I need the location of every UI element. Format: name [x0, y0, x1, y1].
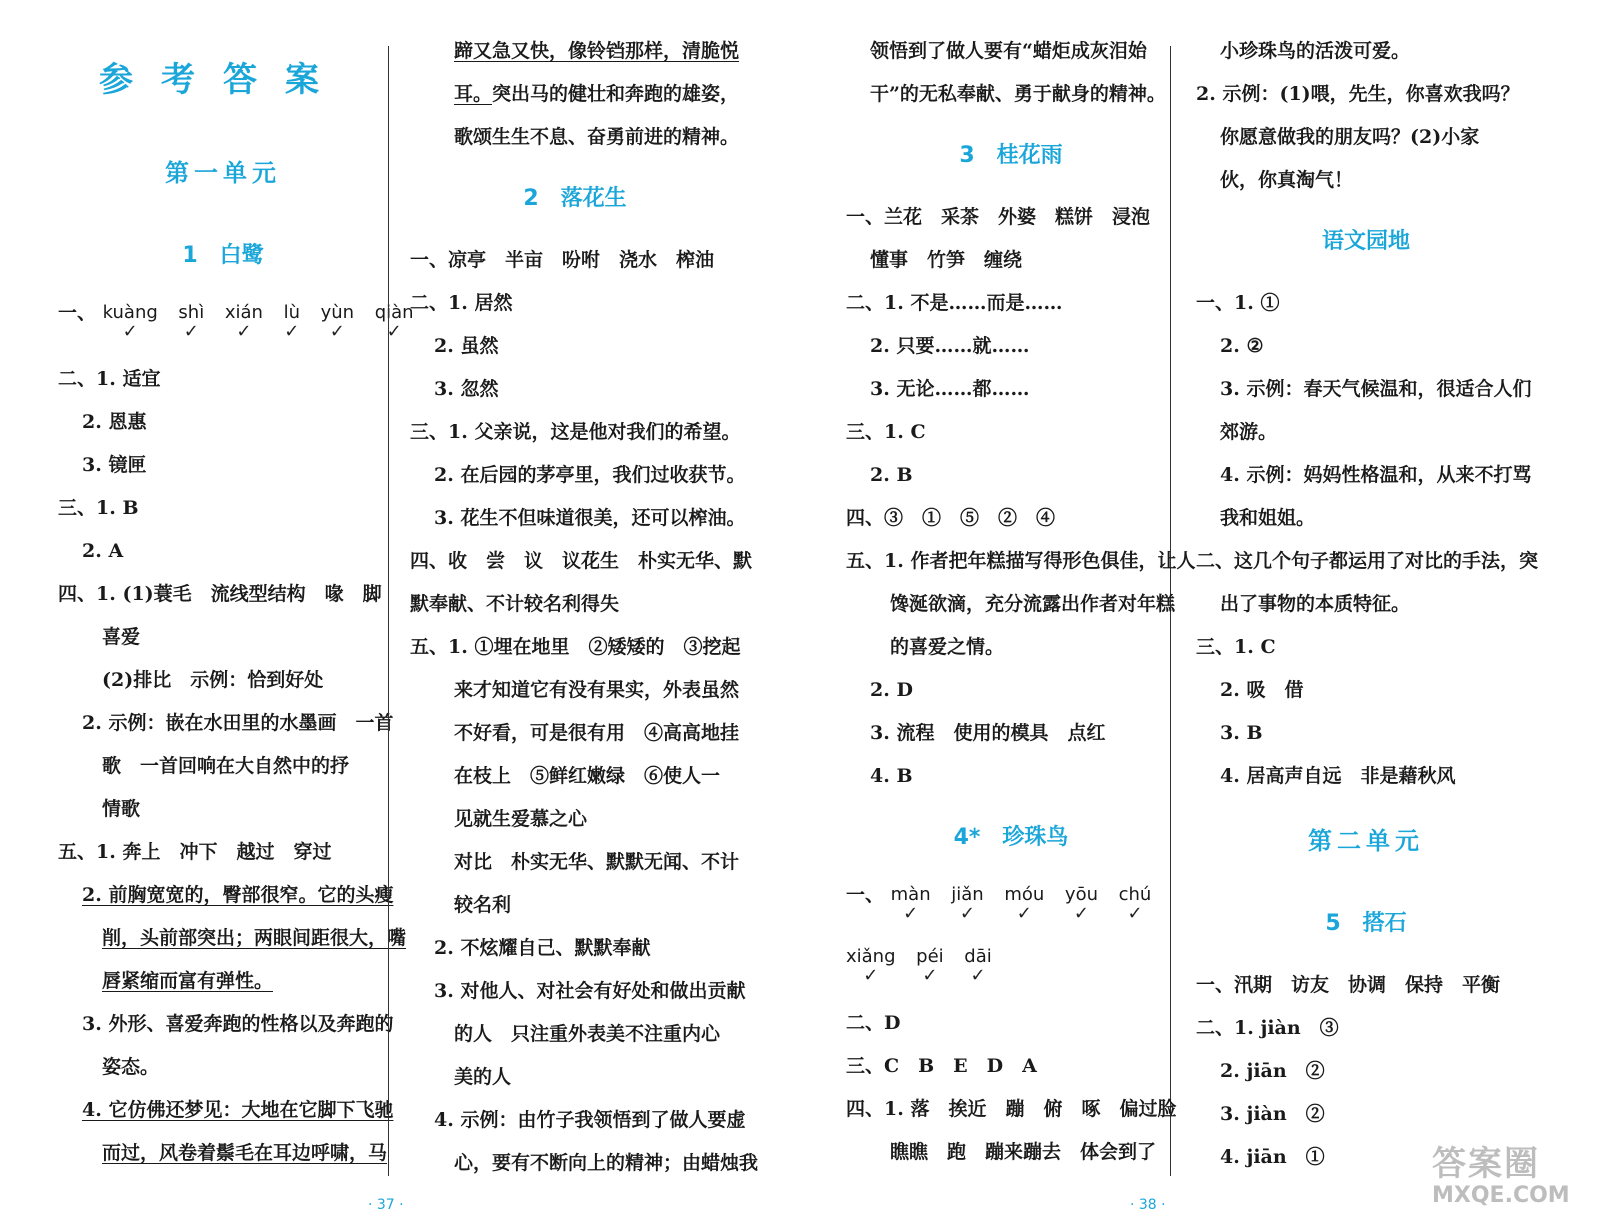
answer-line: 四、1. (1)蓑毛 流线型结构 喙 脚 [58, 583, 382, 605]
underlined-text: 耳。 [454, 83, 493, 105]
answer-line: 情歌 [102, 798, 141, 820]
answer-column-3 [846, 30, 1196, 1174]
check-mark-icon: ✓ [236, 321, 252, 342]
answer-line: 郊游。 [1220, 421, 1278, 443]
column-divider [388, 46, 389, 1176]
pinyin-item [225, 302, 263, 340]
answer-line: 3. 对他人、对社会有好处和做出贡献 [434, 980, 746, 1002]
answer-line: 较名利 [454, 894, 512, 916]
pinyin-item [964, 946, 991, 984]
answer-line: 三、1. 父亲说，这是他对我们的希望。 [410, 421, 741, 443]
pinyin-answer-row [58, 296, 414, 358]
check-mark-icon: ✓ [183, 321, 199, 342]
answer-line: 二、这几个句子都运用了对比的手法，突 [1196, 550, 1539, 572]
lesson-heading [1196, 884, 1536, 964]
answer-line: 默奉献、不计较名利得失 [410, 593, 620, 615]
answer-line: 4. jiān ① [1220, 1146, 1325, 1168]
pinyin-item [1065, 884, 1098, 922]
answer-line: 4. 示例：由竹子我领悟到了做人要虚 [434, 1109, 746, 1131]
pinyin-text: yōu [1064, 884, 1098, 905]
answer-line: 三、C B E D A [846, 1055, 1037, 1077]
pinyin-text: kuàng [102, 302, 158, 323]
pinyin-text: qiàn [374, 302, 414, 323]
answer-line: 二、1. jiàn ③ [1196, 1017, 1339, 1039]
answer-line: 懂事 竹笋 缠绕 [870, 249, 1023, 271]
answer-line: 五、1. ①埋在地里 ②矮矮的 ③挖起 [410, 636, 741, 658]
check-mark-icon: ✓ [122, 321, 138, 342]
section-heading: 语文园地 [1321, 229, 1410, 254]
lesson-number: 5 [1325, 911, 1341, 936]
pinyin-item [284, 302, 300, 340]
lesson-number: 1 [182, 243, 198, 268]
lesson-number: 4* [953, 825, 981, 850]
answer-line: 馋涎欲滴，充分流露出作者对年糕 [890, 593, 1176, 615]
page-number-left: · 37 · [368, 1197, 404, 1213]
lesson-heading [410, 159, 740, 239]
answer-line: 2. jiān ② [1220, 1060, 1325, 1082]
page-title: 参考答案 [99, 60, 347, 100]
check-mark-icon: ✓ [1127, 903, 1143, 924]
answer-line: 领悟到了做人要有“蜡炬成灰泪始 [870, 40, 1147, 62]
pinyin-text: xiǎng [846, 946, 896, 967]
answer-line: 2. 示例：(1)喂，先生，你喜欢我吗？ [1196, 83, 1520, 105]
answer-line: 五、1. 奔上 冲下 越过 穿过 [58, 841, 332, 863]
answer-line: 伙，你真淘气！ [1220, 169, 1354, 191]
unit-title: 第二单元 [1308, 827, 1424, 855]
answer-line: 三、1. C [846, 421, 926, 443]
pinyin-text: màn [890, 884, 931, 905]
answer-line: 一、凉亭 半亩 吩咐 浇水 榨油 [410, 249, 715, 271]
answer-line: 2. 恩惠 [82, 411, 147, 433]
answer-line: 3. 流程 使用的模具 点红 [870, 722, 1106, 744]
question-number: 一、 [58, 302, 97, 324]
answer-line: 四、1. 落 挨近 蹦 俯 啄 偏过脸 [846, 1098, 1177, 1120]
pinyin-answer-row [846, 940, 1176, 1002]
check-mark-icon: ✓ [1073, 903, 1089, 924]
check-mark-icon: ✓ [329, 321, 345, 342]
check-mark-icon: ✓ [386, 321, 402, 342]
answer-line: 2. 吸 借 [1220, 679, 1304, 701]
pinyin-text: dāi [964, 946, 992, 967]
pinyin-text: jiǎn [951, 884, 984, 905]
pinyin-text: chú [1118, 884, 1152, 905]
page-number-right: · 38 · [1130, 1197, 1166, 1213]
pinyin-text: xián [224, 302, 263, 323]
watermark-text: 答案圈 [1432, 1144, 1540, 1184]
answer-line: 出了事物的本质特征。 [1220, 593, 1411, 615]
pinyin-item [916, 946, 944, 984]
answer-line: 3. B [1220, 722, 1263, 744]
lesson-heading [58, 216, 388, 296]
check-mark-icon: ✓ [959, 903, 976, 924]
answer-line: 2. 虽然 [434, 335, 499, 357]
answer-line-underlined: 2. 前胸宽宽的，臀部很窄。它的头瘦 [82, 884, 394, 906]
answer-line: 一、1. ① [1196, 292, 1280, 314]
unit-title: 第一单元 [165, 159, 281, 187]
pinyin-item [178, 302, 204, 340]
lesson-heading [846, 798, 1176, 878]
answer-line: 歌 一首回响在大自然中的抒 [102, 755, 350, 777]
lesson-number: 3 [959, 143, 975, 168]
watermark-url: MXQE.COM [1432, 1183, 1570, 1208]
answer-line: 3. 外形、喜爱奔跑的性格以及奔跑的 [82, 1013, 394, 1035]
lesson-title: 落花生 [560, 186, 627, 211]
watermark-logo [1432, 1145, 1582, 1215]
answer-line: 3. 示例：春天气候温和，很适合人们 [1220, 378, 1532, 400]
answer-line: 3. 花生不但味道很美，还可以榨油。 [434, 507, 746, 529]
answer-line: 不好看，可是很有用 ④高高地挂 [454, 722, 740, 744]
answer-line: 美的人 [454, 1066, 512, 1088]
answer-line: 2. B [870, 464, 913, 486]
answer-line: 在枝上 ⑤鲜红嫩绿 ⑥使人一 [454, 765, 721, 787]
pinyin-text: péi [916, 946, 944, 967]
answer-line-underlined: 而过，风卷着鬃毛在耳边呼啸，马 [102, 1142, 388, 1164]
answer-line: 的人 只注重外表美不注重内心 [454, 1023, 721, 1045]
pinyin-text: yùn [320, 302, 355, 323]
answer-line: 心，要有不断向上的精神；由蜡烛我 [454, 1152, 759, 1174]
answer-line: 2. A [82, 540, 124, 562]
answer-line [410, 73, 740, 116]
answer-line-underlined: 削，头前部突出；两眼间距很大，嘴 [102, 927, 407, 949]
answer-line: 干”的无私奉献、勇于献身的精神。 [870, 83, 1166, 105]
answer-line: 我和姐姐。 [1220, 507, 1316, 529]
answer-line: 4. 居高声自远 非是藉秋风 [1220, 765, 1456, 787]
answer-column-2 [410, 30, 759, 1185]
answer-line: 二、1. 不是……而是…… [846, 292, 1063, 314]
answer-line: 二、1. 适宜 [58, 368, 161, 390]
answer-line: 小珍珠鸟的活泼可爱。 [1220, 40, 1411, 62]
lesson-number: 2 [523, 186, 539, 211]
answer-line: 3. 忽然 [434, 378, 499, 400]
answer-line: 2. 不炫耀自己、默默奉献 [434, 937, 651, 959]
check-mark-icon: ✓ [863, 965, 879, 986]
answer-line: 你愿意做我的朋友吗？(2)小家 [1220, 126, 1480, 148]
pinyin-text: shì [178, 302, 205, 323]
question-number: 一、 [846, 884, 885, 906]
answer-line-underlined: 唇紧缩而富有弹性。 [102, 970, 274, 992]
answer-line: 姿态。 [102, 1056, 160, 1078]
answer-line: 二、D [846, 1012, 901, 1034]
pinyin-item [951, 884, 983, 922]
answer-column-4 [1196, 30, 1539, 1179]
answer-line: 一、汛期 访友 协调 保持 平衡 [1196, 974, 1501, 996]
answer-line: 歌颂生生不息、奋勇前进的精神。 [454, 126, 740, 148]
lesson-title: 桂花雨 [996, 143, 1063, 168]
check-mark-icon: ✓ [1016, 903, 1032, 924]
answer-line: 三、1. B [58, 497, 139, 519]
answer-line: 一、兰花 采茶 外婆 糕饼 浸泡 [846, 206, 1151, 228]
answer-line: 三、1. C [1196, 636, 1276, 658]
pinyin-item [321, 302, 354, 340]
pinyin-item [846, 946, 896, 984]
answer-line: 喜爱 [102, 626, 141, 648]
lesson-title: 珍珠鸟 [1002, 825, 1069, 850]
answer-line: 瞧瞧 跑 蹦来蹦去 体会到了 [890, 1141, 1157, 1163]
answer-line: 见就生爱慕之心 [454, 808, 588, 830]
answer-line: 3. jiàn ② [1220, 1103, 1325, 1125]
pinyin-item [1004, 884, 1044, 922]
pinyin-item [103, 302, 158, 340]
answer-line: 五、1. 作者把年糕描写得形色俱佳，让人 [846, 550, 1196, 572]
lesson-title: 白鹭 [219, 243, 264, 268]
answer-line: 的喜爱之情。 [890, 636, 1005, 658]
answer-line: 四、③ ① ⑤ ② ④ [846, 507, 1056, 529]
pinyin-item [1119, 884, 1152, 922]
check-mark-icon: ✓ [284, 321, 300, 342]
answer-text: 突出马的健壮和奔跑的雄姿， [492, 83, 740, 105]
answer-line: 2. D [870, 679, 913, 701]
lesson-heading [846, 116, 1176, 196]
answer-line: 四、收 尝 议 议花生 朴实无华、默 [410, 550, 753, 572]
answer-line: 来才知道它有没有果实，外表虽然 [454, 679, 740, 701]
answer-line: 4. B [870, 765, 913, 787]
answer-line-underlined: 4. 它仿佛还梦见：大地在它脚下飞驰 [82, 1099, 394, 1121]
lesson-title: 搭石 [1362, 911, 1407, 936]
answer-line: 3. 镜匣 [82, 454, 147, 476]
pinyin-answer-row [846, 878, 1176, 940]
answer-line: 2. 只要……就…… [870, 335, 1030, 357]
check-mark-icon: ✓ [903, 903, 919, 924]
pinyin-text: móu [1004, 884, 1045, 905]
answer-line: 2. 在后园的茅亭里，我们过收获节。 [434, 464, 746, 486]
answer-line: 3. 无论……都…… [870, 378, 1030, 400]
pinyin-text: lù [283, 302, 300, 323]
answer-line: (2)排比 示例：恰到好处 [102, 669, 324, 691]
check-mark-icon: ✓ [922, 965, 938, 986]
answer-line: 对比 朴实无华、默默无闻、不计 [454, 851, 740, 873]
answer-line: 2. ② [1220, 335, 1264, 357]
check-mark-icon: ✓ [970, 965, 986, 986]
answer-line: 2. 示例：嵌在水田里的水墨画 一首 [82, 712, 394, 734]
pinyin-item [375, 302, 414, 340]
answer-line: 二、1. 居然 [410, 292, 513, 314]
answer-column-1 [58, 30, 414, 1175]
answer-line-underlined: 蹄又急又快，像铃铛那样，清脆悦 [454, 40, 740, 62]
pinyin-item [891, 884, 931, 922]
answer-line: 4. 示例：妈妈性格温和，从来不打骂 [1220, 464, 1532, 486]
